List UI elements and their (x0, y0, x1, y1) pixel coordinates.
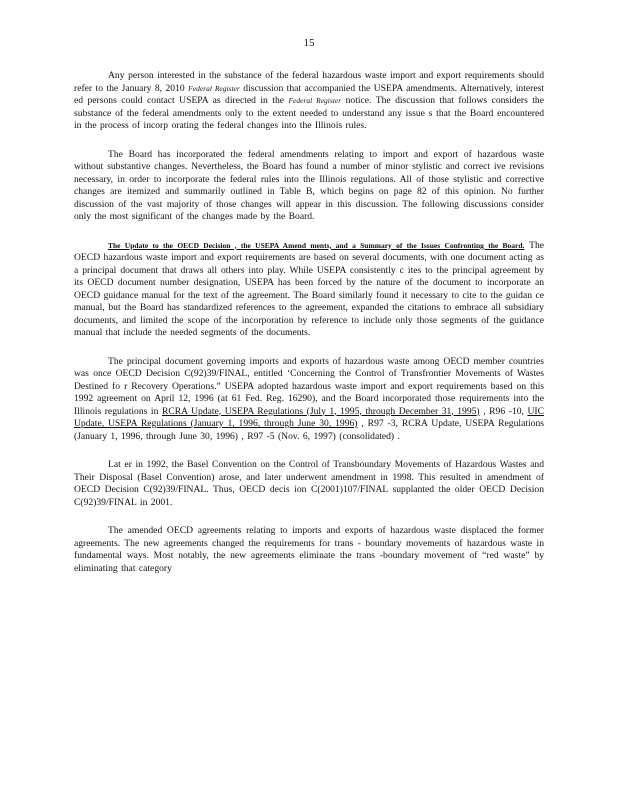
federal-register-citation: Federal Register (288, 96, 342, 105)
paragraph-text: discussion that accompanied the USEPA amendments. Alternatively, interest ed persons could contact USEPA as directed in the (74, 82, 544, 106)
paragraph-text: Any person interested in the substance of the federal hazardous waste import and export requirements should refer to the January 8, 2010 (74, 70, 544, 94)
paragraph-text: The OECD hazardous waste import and export requirements are based on several documents, with one document acting as a principal document that draws all others into play. While USEPA consistently c ites to the principal agreement by its OECD document number designation, USEPA has been forced by the nature of the document to incorporate an OECD guidance manual for the text of the agreement. The Board similarly found it necessary to cite to the guidan ce manual, but the Board has standardized references to the agreement, expanded the citations to embrace all subsidiary documents, and limited the scope of the incorporation by reference to include only those segments of the guidance manual that include the needed segments of the documents. (74, 239, 544, 338)
paragraph-amended-agreements (74, 525, 544, 575)
document-body (74, 70, 544, 591)
federal-register-citation: Federal Register (188, 83, 240, 93)
paragraph-basel-convention (74, 459, 544, 509)
case-citation-uic-update: UIC Update, USEPA Regulations (January 1, 1996, through June 30, 1996) (74, 405, 544, 429)
paragraph-principal-document (74, 356, 544, 444)
paragraph-text: , R96 -10, (483, 405, 524, 417)
case-citation-rcra-update: RCRA Update, USEPA Regulations (July 1, 1995, through December 31, 1995) (161, 405, 480, 417)
page-number: 15 (303, 37, 315, 49)
paragraph-oecd-update (74, 240, 544, 340)
paragraph-text: The Board has incorporated the federal amendments relating to import and export of hazardous waste without substantive changes. Nevertheless, the Board has found a number of minor stylistic and correct ive revisions necessary, in order to incorporate the federal rules into the Illinois regulations. All of those stylistic and corrective changes are itemized and summarily outlined in Table B, which begins on page 82 of this opinion. No further discussion of the vast majority of those changes will appear in this discussion. The following discussions consider only the most significant of the changes made by the Board. (74, 148, 544, 222)
paragraph-board-incorporation (74, 149, 544, 224)
paragraph-text: The principal document governing imports and exports of hazardous waste among OECD member countries was once OECD Decision C(92)39/FINAL, entitled ‘Concerning the Control of Transfrontier Movements of Wastes Destined fo r Recovery Operations.” USEPA adopted hazardous waste import and export requirements based on this 1992 agreement on April 12, 1996 (at 61 Fed. Reg. 16290), and the Board incorporated those requirements into the Illinois regulations in (74, 355, 544, 417)
section-heading: The Update to the OECD Decision , the USEPA Amend ments, and a Summary of the Issues Confronting the Board. (108, 240, 525, 250)
paragraph-text: Lat er in 1992, the Basel Convention on the Control of Transboundary Movements of Hazardous Wastes and Their Disposal (Basel Convention) arose, and later underwent amendment in 1998. This resulted in amendment of OECD Decision C(92)39/FINAL. Thus, OECD decis ion C(2001)107/FINAL supplanted the older OECD Decision C(92)39/FINAL in 2001. (74, 459, 544, 508)
paragraph-text: The amended OECD agreements relating to imports and exports of hazardous waste displaced the former agreements. The new agreements changed the requirements for trans - boundary movements of hazardous waste in fundamental ways. Most notably, the new agreements eliminate the trans -boundary movement of “red waste” by eliminating that category (74, 525, 544, 574)
paragraph-text: notice. The discussion that follows considers the substance of the federal amendments only to the extent needed to understand any issue s that the Board encountered in the process of incorp orating the federal changes into the Illinois rules. (74, 95, 544, 131)
paragraph-text: , R97 -3, RCRA Update, USEPA Regulations (January 1, 1996, through June 30, 1996) , R97 -5 (Nov. 6, 1997) (consolidated) . (74, 418, 544, 442)
paragraph-federal-register-reference (74, 70, 544, 133)
